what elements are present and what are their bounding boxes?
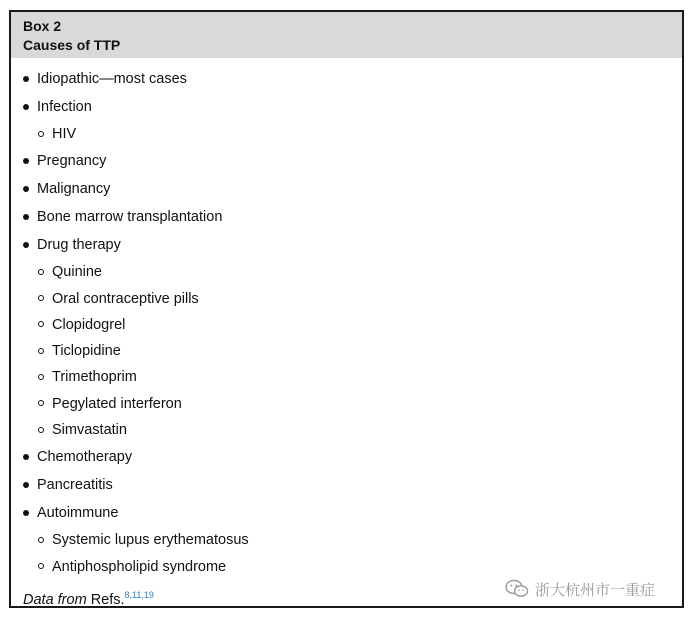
cause-item: [11, 499, 682, 527]
cause-item: [11, 231, 682, 259]
item-text: Clopidogrel: [52, 316, 126, 333]
filled-bullet-icon: [23, 76, 29, 82]
cause-item: [11, 443, 682, 471]
cause-item: [11, 203, 682, 231]
item-text: Malignancy: [37, 181, 111, 198]
cause-subitem: [11, 312, 682, 338]
item-text: Trimethoprim: [52, 369, 137, 386]
item-text: Chemotherapy: [37, 449, 133, 466]
watermark: [505, 578, 655, 600]
filled-bullet-icon: [23, 186, 29, 192]
item-text: Pancreatitis: [37, 477, 113, 494]
item-text: Pregnancy: [37, 153, 107, 170]
cause-subitem: [11, 527, 682, 553]
hollow-bullet-icon: [38, 563, 44, 569]
hollow-bullet-icon: [38, 400, 44, 406]
filled-bullet-icon: [23, 214, 29, 220]
box-title: Causes of TTP: [23, 37, 121, 53]
causes-box: [9, 10, 684, 608]
hollow-bullet-icon: [38, 427, 44, 433]
cause-subitem: [11, 338, 682, 364]
hollow-bullet-icon: [38, 131, 44, 137]
item-text: Autoimmune: [37, 505, 119, 522]
item-text: HIV: [52, 126, 77, 142]
cause-subitem: [11, 417, 682, 443]
cause-subitem: [11, 286, 682, 312]
hollow-bullet-icon: [38, 321, 44, 327]
watermark-text: 浙大杭州市一重症: [535, 580, 656, 599]
item-text: Ticlopidine: [52, 343, 121, 360]
filled-bullet-icon: [23, 454, 29, 460]
item-text: Quinine: [52, 264, 102, 281]
item-text: Systemic lupus erythematosus: [52, 532, 249, 549]
cause-subitem: [11, 554, 682, 580]
hollow-bullet-icon: [38, 537, 44, 543]
source-refs-label: Refs.: [86, 592, 125, 608]
cause-subitem: [11, 259, 682, 285]
reference-numbers[interactable]: 8,11,19: [124, 590, 154, 600]
item-text: Oral contraceptive pills: [52, 290, 199, 307]
item-text: Idiopathic—most cases: [37, 71, 187, 87]
cause-item: [11, 65, 682, 93]
filled-bullet-icon: [23, 510, 29, 516]
hollow-bullet-icon: [38, 348, 44, 354]
source-prefix: Data from: [23, 592, 87, 608]
box-label: Box 2: [23, 18, 62, 34]
item-text: Antiphospholipid syndrome: [52, 558, 227, 575]
hollow-bullet-icon: [38, 295, 44, 301]
hollow-bullet-icon: [38, 374, 44, 380]
source-note: [23, 585, 154, 610]
wechat-logo-icon: [505, 579, 529, 599]
cause-list: [11, 65, 682, 580]
filled-bullet-icon: [23, 104, 29, 110]
cause-item: [11, 93, 682, 121]
item-text: Infection: [37, 99, 92, 115]
cause-item: [11, 147, 682, 175]
cause-subitem: [11, 364, 682, 390]
item-text: Drug therapy: [37, 237, 121, 254]
box-header: [11, 12, 682, 58]
filled-bullet-icon: [23, 158, 29, 164]
hollow-bullet-icon: [38, 269, 44, 275]
filled-bullet-icon: [23, 242, 29, 248]
cause-subitem: [11, 121, 682, 147]
filled-bullet-icon: [23, 482, 29, 488]
item-text: Simvastatin: [52, 422, 127, 439]
cause-item: [11, 175, 682, 203]
item-text: Bone marrow transplantation: [37, 209, 223, 226]
cause-item: [11, 471, 682, 499]
cause-subitem: [11, 391, 682, 417]
item-text: Pegylated interferon: [52, 395, 182, 412]
